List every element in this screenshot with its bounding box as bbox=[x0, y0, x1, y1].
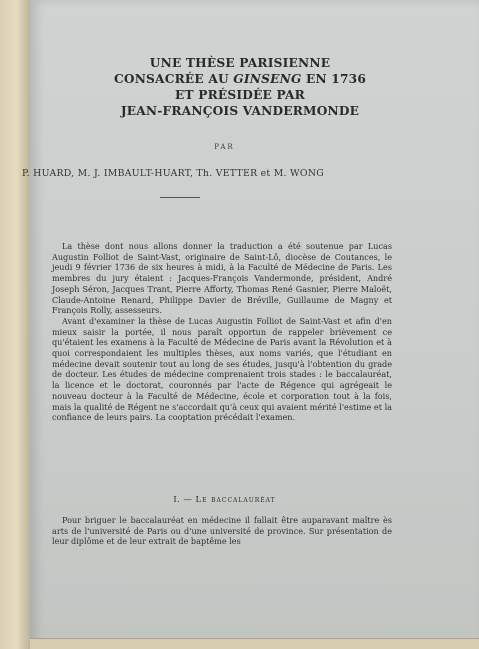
paragraph-2: Avant d'examiner la thèse de Lucas Augustin Folliot de Saint-Vast et afin d'en mieux saisir la portée, il nous paraît opportun de rappeler brièvement ce qu'étaient les examens à la Faculté de Médecine de Paris avant la Révolution et à quoi correspondaient les multiples thèses, aux noms variés, que l'étudiant en médecine devait soutenir tout au long de ses études, jusqu'à l'obtention du grade de docteur. Les études de médecine comprenaient trois stades : le baccalauréat, la licence et le doctorat, couronnés par l'acte de Régence qui agrégeait le nouveau docteur à la Faculté de Médecine, école et corporation tout à la fois, mais la qualité de Régent ne s'accordait qu'à ceux qui avaient mérité l'estime et la confiance de leurs pairs. La cooptation précédait l'examen. bbox=[52, 315, 392, 423]
title-line-4: JEAN-FRANÇOIS VANDERMONDE bbox=[120, 104, 360, 118]
paragraph-3: Pour briguer le baccalauréat en médecine il fallait être auparavant maître ès arts de l'université de Paris ou d'une université de province. Sur présentation de leur diplôme et de leur extrait de baptême les bbox=[52, 515, 392, 547]
paragraph-1: La thèse dont nous allons donner la traduction a été soutenue par Lucas Augustin Folliot de Saint-Vast, originaire de Saint-Lô, diocèse de Coutances, le jeudi 9 février 1736 de six heures à midi, à la Faculté de Médecine de Paris. Les membres du jury étaient : Jacques-François Vandermonde, président, André Joseph Séron, Jacques Trant, Pierre Afforty, Thomas René Gasnier, Pierre Maloët, Claude-Antoine Renard, Philippe Davier de Bréville, Guillaume de Magny et François Rolly, assesseurs. bbox=[52, 241, 392, 316]
byline-par: PAR bbox=[214, 143, 235, 151]
title-line-3: ET PRÉSIDÉE PAR bbox=[175, 88, 305, 102]
section-title: Le baccalauréat bbox=[195, 494, 276, 504]
intro-text bbox=[52, 241, 392, 423]
article-title bbox=[60, 55, 420, 119]
separator-rule bbox=[160, 197, 200, 198]
page-bottom-edge bbox=[30, 638, 479, 649]
title-line-1: UNE THÈSE PARISIENNE bbox=[149, 56, 331, 70]
title-line-2: CONSACRÉE AU GINSENG EN 1736 bbox=[113, 72, 367, 86]
author-list: P. HUARD, M. J. IMBAULT-HUART, Th. VETTER et M. WONG bbox=[22, 168, 324, 179]
section-text bbox=[52, 515, 392, 547]
section-heading bbox=[0, 494, 449, 504]
binding-edge bbox=[0, 0, 30, 649]
section-number: I. — bbox=[173, 494, 196, 504]
ginseng-word: GINSENG bbox=[233, 72, 302, 86]
